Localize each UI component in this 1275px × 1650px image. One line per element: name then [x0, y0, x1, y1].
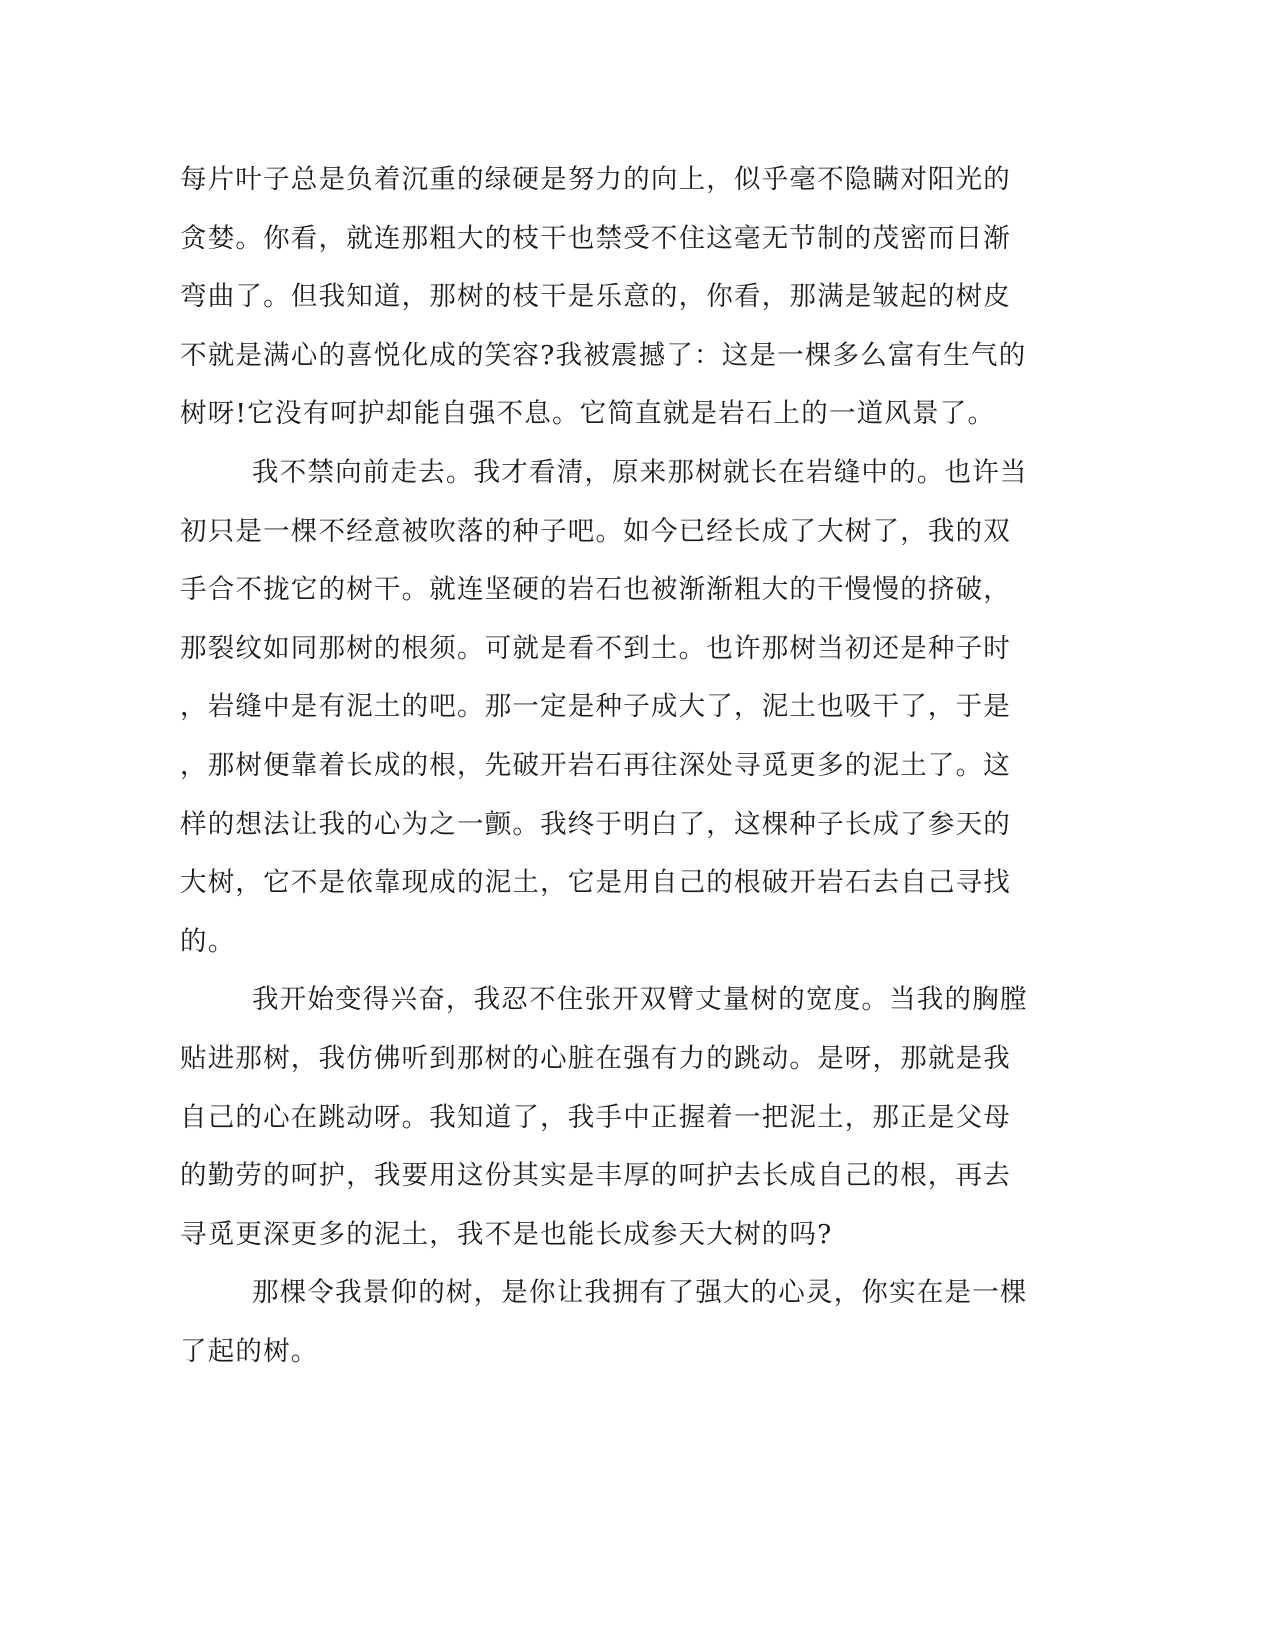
text-line: 的。: [180, 925, 236, 957]
text-line: 大树，它不是依靠现成的泥土，它是用自己的根破开岩石去自己寻找: [180, 867, 1011, 899]
text-line: 弯曲了。但我知道，那树的枝干是乐意的，你看，那满是皱起的树皮: [180, 281, 1011, 313]
text-line: 贴进那树，我仿佛听到那树的心脏在强有力的跳动。是呀，那就是我: [180, 1042, 1011, 1074]
text-line: 自己的心在跳动呀。我知道了，我手中正握着一把泥土，那正是父母: [180, 1101, 1011, 1133]
text-line: 树呀!它没有呵护却能自强不息。它简直就是岩石上的一道风景了。: [180, 398, 996, 430]
text-line: ，那树便靠着长成的根，先破开岩石再往深处寻觅更多的泥土了。这: [180, 749, 1011, 781]
text-line: 样的想法让我的心为之一颤。我终于明白了，这棵种子长成了参天的: [180, 808, 1011, 840]
text-line: 那棵令我景仰的树，是你让我拥有了强大的心灵，你实在是一棵: [252, 1277, 1028, 1309]
text-line: 寻觅更深更多的泥土，我不是也能长成参天大树的吗?: [180, 1218, 833, 1250]
text-line: ，岩缝中是有泥土的吧。那一定是种子成大了，泥土也吸干了，于是: [180, 691, 1011, 723]
text-line: 那裂纹如同那树的根须。可就是看不到土。也许那树当初还是种子时: [180, 632, 1011, 664]
text-line: 了起的树。: [180, 1335, 319, 1367]
text-line: 不就是满心的喜悦化成的笑容?我被震撼了：这是一棵多么富有生气的: [180, 339, 1027, 371]
text-line: 每片叶子总是负着沉重的绿硬是努力的向上，似乎毫不隐瞒对阳光的: [180, 164, 1011, 195]
document-body: [180, 158, 1030, 1388]
text-line: 初只是一棵不经意被吹落的种子吧。如今已经长成了大树了，我的双: [180, 515, 1011, 547]
text-line: 的勤劳的呵护，我要用这份其实是丰厚的呵护去长成自己的根，再去: [180, 1160, 1011, 1192]
text-line: 贪婪。你看，就连那粗大的枝干也禁受不住这毫无节制的茂密而日渐: [180, 222, 1011, 254]
text-line: 我不禁向前走去。我才看清，原来那树就长在岩缝中的。也许当: [252, 456, 1028, 488]
text-line: 手合不拢它的树干。就连坚硬的岩石也被渐渐粗大的干慢慢的挤破，: [180, 574, 1011, 606]
text-line: 我开始变得兴奋，我忍不住张开双臂丈量树的宽度。当我的胸膛: [252, 984, 1028, 1016]
